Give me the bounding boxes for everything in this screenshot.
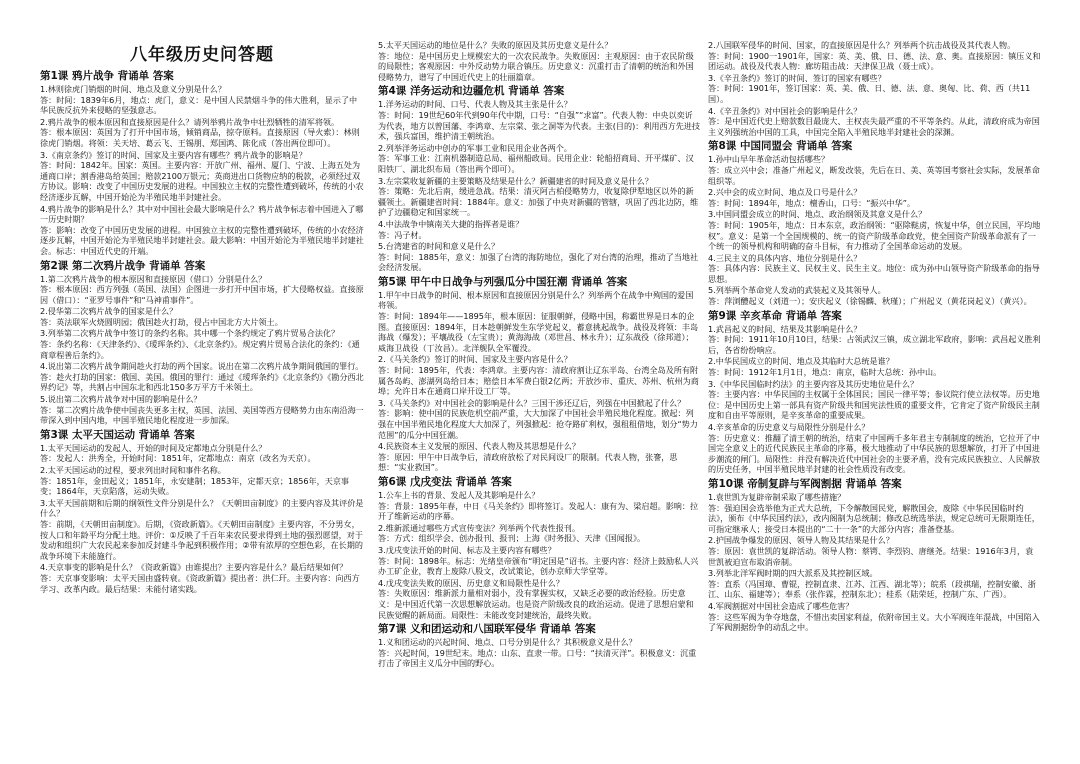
- answer-text: 答：冯子材。: [378, 229, 427, 240]
- question-text: 2.《马关条约》签订的时间、国家及主要内容是什么？: [378, 354, 572, 365]
- question-text: 4.辛亥革命的历史意义与局限性分别是什么？: [708, 422, 870, 432]
- question-text: 3.太平天国前期和后期的纲领性文件分别是什么？《天朝田亩制度》的主要内容及其评价是什么？: [40, 497, 364, 519]
- question-text: 2.中华民国成立的时间、地点及其临时大总统是谁？: [708, 356, 894, 367]
- answer-text: 答：影响：改变了中国历史发展的进程。中国独立主权的完整性遭到破坏，传统的小农经济逐步瓦解，中国开始沦为半殖民地半封建社会。最大影响：中国开始沦为半殖民地半封建社会。标志：中国近代史的开端。: [40, 224, 364, 256]
- question-text: 1.义和团运动的兴起时间、地点、口号分别是什么？其积极意义是什么？: [378, 637, 637, 648]
- question-text: 4.军阀割据对中国社会造成了哪些危害？: [708, 600, 854, 611]
- answer-text: 答：时间：1898年。标志：光绪皇帝颁布“明定国是”诏书。主要内容：经济上鼓励私人兴办工矿企业，教育上废除八股文，改试策论，创办京师大学堂等。: [378, 555, 699, 577]
- answer-text: 答：兴起时间，19世纪末。地点：山东、直隶一带。口号：“扶清灭洋”。积极意义：沉重打击了帝国主义瓜分中国的野心。: [378, 647, 697, 669]
- question-text: 1.林则徐虎门销烟的时间、地点及意义分别是什么？: [40, 84, 226, 94]
- answer-text: 答：前期，《天朝田亩制度》。后期，《资政新篇》。《天朝田亩制度》主要内容，不分男女，按人口和年龄平均分配土地。评价：①反映了千百年来农民要求得到土地的强烈愿望，对于发动和组织广大农民起来参加反封建斗争起到积极作用；②带有浓厚的空想色彩，在长期的战争环境下未能施行。: [40, 518, 363, 561]
- question-text: 1.袁世凯为复辟帝制采取了哪些措施？: [708, 491, 846, 502]
- question-text: 5.列举两个革命党人发动的武装起义及其领导人。: [708, 285, 886, 296]
- answer-text: 答：时间：1894年——1895年，根本原因：征服朝鲜，侵略中国，称霸世界是日本的企图。直接原因：1894年，日本趁朝鲜发生东学党起义，蓄意挑起战争。战役及将领：丰岛海战（爆发）；平壤战役（左宝贵）；黄海海战（邓世昌、林永升）；辽东战役（徐邦道）；威海卫战役（丁汝昌）。北洋舰队全军覆没。: [378, 311, 699, 353]
- question-text: 5.台湾建省的时间和意义是什么？: [378, 241, 500, 252]
- answer-text: 答：趁火打劫的国家：俄国、美国。俄国的罪行：通过《瑷珲条约》《北京条约》《勘分西北界约记》等，共割占中国东北和西北150多万平方千米领土。: [40, 371, 364, 393]
- question-text: 1.太平天国运动的发起人、开始的时间及定都地点分别是什么？: [40, 442, 267, 453]
- question-text: 4.中法战争中镇南关大捷的指挥者是谁？: [378, 218, 524, 229]
- question-text: 2.列举洋务运动中创办的军事工业和民用企业各两个。: [378, 142, 572, 153]
- answer-text: 答：主要内容：中华民国的主权属于全体国民；国民一律平等；参议院行使立法权等。历史地位：是中国历史上第一部具有资产阶级共和国宪法性质的重要文件，它肯定了资产阶级民主制度和自由平等原则，是辛亥革命的重要成果。: [708, 389, 1040, 421]
- lesson-heading: 第10课 帝制复辟与军阀割据 背诵单 答案: [708, 477, 902, 490]
- lesson-heading: 第9课 辛亥革命 背诵单 答案: [708, 309, 842, 322]
- lesson-heading: 第1课 鸦片战争 背诵单 答案: [40, 70, 174, 82]
- answer-text: 答：条约名称：《天津条约》、《瑷珲条约》、《北京条约》。规定鸦片贸易合法化的条约：《通商章程善后条约》。: [40, 339, 360, 360]
- question-text: 4.《辛丑条约》对中国社会的影响是什么？: [708, 105, 862, 116]
- answer-text: 答：第二次鸦片战争使中国丧失更多主权，英国、法国、美国等西方侵略势力由东南沿海一带深入到中国内地，中国半殖民地化程度进一步加深。: [40, 404, 364, 426]
- question-text: 3.列举北洋军阀时期的四大派系及其控制区域。: [708, 568, 878, 579]
- lesson-heading: 第2课 第二次鸦片战争 背诵单 答案: [40, 259, 206, 272]
- lesson-heading: 第8课 中国同盟会 背诵单 答案: [708, 140, 853, 153]
- answer-text: 答：策略：先北后南，缓进急战。结果：清灭阿古柏侵略势力，收复除伊犁地区以外的新疆领土。新疆建省时间：1884年。意义：加强了中央对新疆的管辖，巩固了西北边防，维护了边疆稳定和国家统一。: [378, 186, 699, 218]
- lesson-heading: 第7课 义和团运动和八国联军侵华 背诵单 答案: [378, 623, 596, 636]
- answer-text: 答：根本原因：英国为了打开中国市场，倾销商品，掠夺原料。直接原因（导火索）：林则徐虎门销烟。将领：关天培、葛云飞、王锡朋、郑国鸿、陈化成（答出两位即可）。: [40, 127, 360, 148]
- lesson-heading: 第6课 戊戌变法 背诵单 答案: [378, 475, 512, 488]
- answer-text: 答：天京事变影响：太平天国由盛转衰。《资政新篇》提出者：洪仁玕。主要内容：向西方学习、改革内政。最后结果：未能付诸实践。: [40, 572, 360, 594]
- question-text: 3.《辛丑条约》签订的时间、签订的国家有哪些？: [708, 72, 886, 83]
- question-text: 2.侵华第二次鸦片战争的国家是什么？: [40, 306, 178, 317]
- question-text: 4.天京事变的影响是什么？《资政新篇》由谁提出？主要内容是什么？最后结果如何？: [40, 562, 348, 573]
- question-text: 3.《中华民国临时约法》的主要内容及其历史地位是什么？: [708, 378, 919, 389]
- answer-text: 答：影响：使中国的民族危机空前严重，大大加深了中国社会半殖民地化程度。掀起：列强在中国半殖民地化程度大大加深了，列强掀起：抢夺路矿利权，强租租借地，划分“势力范围”的瓜分中国狂潮。: [378, 408, 698, 440]
- question-text: 1.洋务运动的时间、口号、代表人物及其主张是什么？: [378, 99, 572, 110]
- question-text: 2.太平天国运动的过程，要求列出时间和事件名称。: [40, 465, 226, 475]
- question-text: 2.维新派通过哪些方式宣传变法？列举两个代表性报刊。: [378, 522, 580, 533]
- question-text: 4.戊戌变法失败的原因、历史意义和局限性是什么？: [378, 577, 564, 588]
- answer-text: 答：发起人：洪秀全，开始时间：1851年，定都地点：南京（改名为天京）。: [40, 453, 316, 464]
- question-text: 5.说出第二次鸦片战争对中国的影响是什么？: [40, 394, 202, 405]
- question-text: 3.《马关条约》对中国社会的影响是什么？三国干涉还辽后，列强在中国掀起了什么？: [378, 397, 686, 408]
- answer-text: 答：时间：1911年10月10日，结果：占领武汉三镇，成立湖北军政府，影响：武昌起义胜利后，各省纷纷响应。: [708, 334, 1041, 355]
- answer-text: 答：时间：1905年，地点：日本东京，政治纲领：“驱除鞑虏，恢复中华，创立民国，平均地权”。意义：是第一个全国规模的、统一的资产阶级革命政党，使全国资产阶级革命派有了一个统一的领导机构和明确的奋斗目标，有力推动了全国革命运动的发展。: [708, 219, 1041, 252]
- answer-text: 答：时间：1895年，代表：李鸿章。主要内容：清政府割让辽东半岛、台湾全岛及所有附属各岛屿、澎湖列岛给日本；赔偿日本军费白银2亿两；开放沙市、重庆、苏州、杭州为商埠；允许日本在通商口岸开设工厂等。: [378, 365, 699, 397]
- answer-text: 答：1851年，金田起义；1851年，永安建制；1853年，定都天京；1856年，天京事变；1864年，天京陷落，运动失败。: [40, 475, 350, 497]
- column-2: [378, 40, 700, 755]
- question-text: 4.三民主义的具体内容、地位分别是什么？: [708, 252, 862, 263]
- answer-text: 答：这些军阀为争夺地盘，不惜出卖国家利益，依附帝国主义。大小军阀连年混战，中国陷入了军阀割据纷争的动乱之中。: [708, 611, 1040, 633]
- answer-text: 答：是中国近代史上赔款数目最庞大、主权丧失最严重的不平等条约。从此，清政府成为帝国主义列强统治中国的工具，中国完全陷入半殖民地半封建社会的深渊。: [708, 116, 1040, 137]
- answer-text: 答：原因：甲午中日战争后，清政府放松了对民间设厂的限制。代表人物，张謇，思想：“实业救国”。: [378, 451, 678, 473]
- answer-text: 答：萍浏醴起义（刘道一）；安庆起义（徐锡麟、秋瑾）；广州起义（黄花岗起义）（黄兴）。: [708, 296, 1032, 307]
- question-text: 3.戊戌变法开始的时间、标志及主要内容有哪些？: [378, 544, 556, 555]
- answer-text: 答：时间：1901年，签订国家：英、美、俄、日、德、法、意、奥匈、比、荷、西（共11国）。: [708, 83, 1031, 104]
- question-text: 2.兴中会的成立时间、地点及口号是什么？: [708, 187, 862, 198]
- question-text: 5.太平天国运动的地位是什么？失败的原因及其历史意义是什么？: [378, 40, 613, 50]
- question-text: 3.列举第二次鸦片战争中签订的条约名称。其中哪一个条约规定了鸦片贸易合法化？: [40, 328, 340, 339]
- answer-text: 答：时间：1894年，地点：檀香山，口号：“振兴中华”。: [708, 197, 916, 208]
- answer-text: 答：时间：1839年6月，地点：虎门，意义：是中国人民禁烟斗争的伟大胜利，显示了中华民族反抗外来侵略的坚强意志。: [40, 94, 358, 116]
- question-text: 1.武昌起义的时间、结果及其影响是什么？: [708, 323, 862, 334]
- answer-text: 答：失败原因：维新派力量相对弱小，没有掌握实权，又缺乏必要的政治经验。历史意义：是中国近代第一次思想解放运动。也是资产阶级改良的政治运动。促进了思想启蒙和民族觉醒的新局面。局限性：未能改变封建统治，最终失败。: [378, 588, 694, 620]
- answer-text: 答：时间：1842年。国家：英国。主要内容：开放广州、福州、厦门、宁波、上海五处为通商口岸；割香港岛给英国；赔款2100万银元；英商进出口货物应纳的税款，必须经过双方协议。影响：改变了中国历史发展的进程。中国独立主权的完整性遭到破坏，传统的小农经济逐步瓦解，中国开始沦为半殖民地半封建社会。: [40, 160, 364, 202]
- column-3: [708, 40, 1041, 755]
- page-title: 八年级历史问答题: [130, 45, 274, 65]
- question-text: 2.八国联军侵华的时间、国家，的直接原因是什么？列举两个抗击战役及其代表人物。: [708, 40, 1016, 50]
- answer-text: 答：英法联军火烧圆明园；俄国趁火打劫，侵占中国北方大片领土。: [40, 316, 283, 327]
- lesson-heading: 第5课 甲午中日战争与列强瓜分中国狂潮 背诵单 答案: [378, 275, 628, 288]
- answer-text: 答：根本原因：西方列强（英国、法国）企图进一步打开中国市场，扩大侵略权益。直接原因（借口）：“亚罗号事件”和“马神甫事件”。: [40, 284, 364, 305]
- answer-text: 答：军事工业：江南机器制造总局、福州船政局。民用企业：轮船招商局、开平煤矿、汉阳铁厂、湖北织布局（答出两个即可）。: [378, 153, 694, 174]
- answer-text: 答：时间：19世纪60年代到90年代中期，口号：“自强”“求富”。代表人物：中央以奕䜣为代表，地方以曾国藩、李鸿章、左宗棠、张之洞等为代表。主张(目的)：利用西方先进技术，强兵富国，维护清王朝统治。: [378, 109, 700, 142]
- answer-text: 答：成立兴中会；准备广州起义，断发改装，先后在日、美、英等国考察社会实际，发展革命组织等。: [708, 164, 1040, 186]
- answer-text: 答：地位：是中国历史上规模宏大的一次农民战争。失败原因：主观原因：由于农民阶级的局限性；客观原因：中外反动势力联合镇压。历史意义：沉重打击了清朝的统治和外国侵略势力，谱写了中国近代史上的壮丽篇章。: [378, 50, 694, 82]
- answer-text: 答：原因：袁世凯的复辟活动。领导人物：蔡锷、李烈钧、唐继尧。结果：1916年3月，袁世凯被迫宣布取消帝制。: [708, 545, 1034, 567]
- question-text: 2.护国战争爆发的原因、领导人物及其结果是什么？: [708, 535, 894, 546]
- question-text: 1.甲午中日战争的时间、根本原因和直接原因分别是什么？列举两个在战争中殉国的爱国将领。: [378, 289, 694, 311]
- answer-text: 答：时间：1912年1月1日，地点：南京，临时大总统：孙中山。: [708, 367, 942, 378]
- question-text: 3.《南京条约》签订的时间、国家及主要内容有哪些？鸦片战争的影响是？: [40, 149, 307, 160]
- answer-text: 答：时间：1885年，意义：加强了台湾的海防地位，强化了对台湾的治理，推动了当地社会经济发展。: [378, 251, 699, 273]
- question-text: 1.第二次鸦片战争的根本原因和直接原因（借口）分别是什么？: [40, 273, 267, 284]
- question-text: 4.鸦片战争的影响是什么？其中对中国社会最大影响是什么？鸦片战争标志着中国进入了哪一历史时期？: [40, 203, 364, 225]
- answer-text: 答：时间：1900一1901年，国家：英、美、俄、日、德、法、意、奥。直接原因：镇压义和团运动。战役及代表人物：廊坊阻击战：天津保卫战（聂士成）。: [708, 50, 1041, 72]
- answer-text: 答：历史意义：推翻了清王朝的统治，结束了中国两千多年君主专制制度的统治，它拉开了中国完全意义上的近代民族民主革命的序幕，极大地推动了中华民族的思想解放，打开了中国进步潮流的闸门。局限性：并没有解决近代中国社会的主要矛盾，没有完成民族独立、人民解放的历史任务，中国半殖民地半封建的社会性质没有改变。: [708, 432, 1040, 475]
- question-text: 1.公车上书的背景、发起人及其影响是什么？: [378, 489, 540, 500]
- answer-text: 答：方式：组织学会、创办报刊、报刊；上海《时务报》、天津《国闻报》。: [378, 533, 646, 544]
- question-text: 4.说出第二次鸦片战争期间趁火打劫的两个国家。说出在第二次鸦片战争期间俄国的罪行。: [40, 361, 364, 372]
- answer-text: 答：具体内容：民族主义、民权主义、民生主义。地位：成为孙中山领导资产阶级革命的指导思想。: [708, 263, 1040, 284]
- answer-text: 答：强迫国会选举他为正式大总统，下令解散国民党，解散国会，废除《中华民国临时约法》，颁布《中华民国约法》，改内阁制为总统制；修改总统选举法，规定总统可无限期连任，可指定继承人；接受日本提出的“二十一条”的大部分内容；准备登基。: [708, 502, 1040, 534]
- question-text: 3.中国同盟会成立的时间、地点、政治纲领及其意义是什么？: [708, 209, 927, 220]
- question-text: 4.民族资本主义发展的原因、代表人物及其思想是什么？: [378, 441, 580, 452]
- question-text: 1.孙中山早年革命活动包括哪些？: [708, 154, 830, 165]
- answer-text: 答：直系（冯国璋、曹锟，控制直隶、江苏、江西、湖北等）；皖系（段祺瑞，控制安徽、浙江、山东、福建等）；奉系（张作霖，控制东北）；桂系（陆荣廷，控制广东、广西）。: [708, 578, 1036, 600]
- question-text: 2.鸦片战争的根本原因和直接原因是什么？请列举鸦片战争中壮烈牺牲的清军将领。: [40, 116, 340, 127]
- lesson-heading: 第4课 洋务运动和边疆危机 背诵单 答案: [378, 85, 565, 98]
- question-text: 3.左宗棠收复新疆的主要策略及结果是什么？新疆建省的时间及意义是什么？: [378, 175, 653, 186]
- lesson-heading: 第3课 太平天国运动 背诵单 答案: [40, 428, 195, 441]
- column-1: [40, 40, 364, 755]
- answer-text: 答：背景：1895年春，中日《马关条约》即将签订。发起人：康有为、梁启超。影响：拉开了维新运动的序幕。: [378, 500, 699, 522]
